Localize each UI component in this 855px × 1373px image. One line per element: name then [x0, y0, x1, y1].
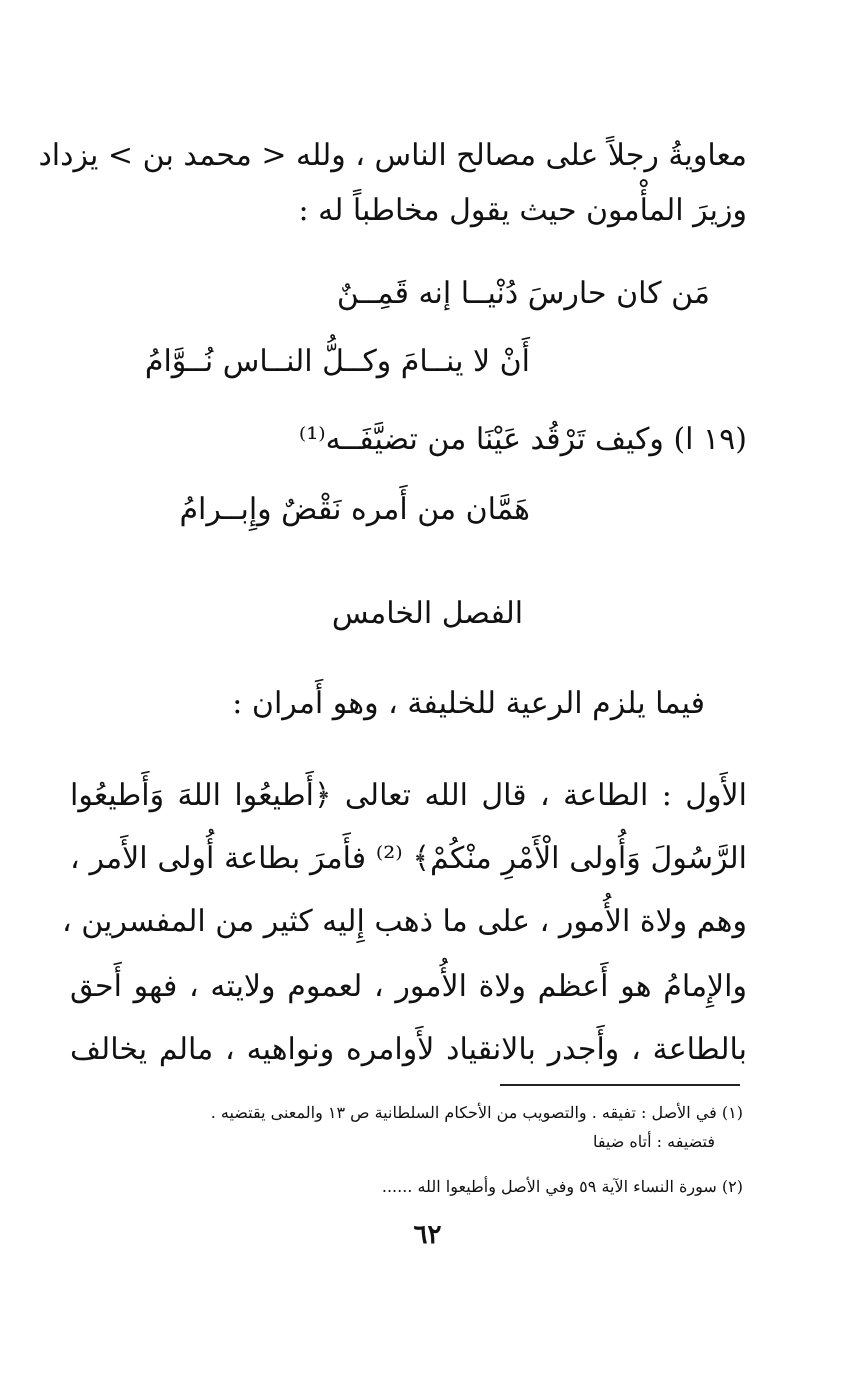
footnote-separator [500, 1084, 740, 1086]
poem-verse-2: أَنْ لا ينــامَ وكــلُّ النــاس نُــوَّامُ [144, 344, 530, 379]
poem-verse-4: هَمَّان من أَمره نَقْضٌ وإِبــرامُ [179, 492, 530, 527]
body-line-5: بالطاعة ، وأَجدر بالانقياد لأَوامره ونواهيه ، مالم يخالف [70, 1032, 747, 1067]
intro-line-1: معاويةُ رجلاً على مصالح الناس ، ولله < محمد بن > يزداد [38, 138, 747, 173]
poem-verse-1: مَن كان حارسَ دُنْيــا إنه قَمِــنٌ [336, 276, 710, 311]
footnote-1-line-1: (١) في الأصل : تفيقه . والتصويب من الأحكام السلطانية ص ١٣ والمعنى يقتضيه . [210, 1103, 743, 1122]
chapter-subtitle: فيما يلزم الرعية للخليفة ، وهو أَمران : [232, 686, 705, 721]
footnote-1-line-2: فتضيفه : أتاه ضيفا [592, 1132, 715, 1151]
intro-line-2: وزيرَ المأْمون حيث يقول مخاطباً له : [298, 193, 747, 228]
chapter-title: الفصل الخامس [331, 596, 524, 631]
footnote-2: (٢) سورة النساء الآية ٥٩ وفي الأصل وأطيعوا الله ...... [381, 1177, 743, 1196]
body-line-3: وهم ولاة الأُمور ، على ما ذهب إِليه كثير من المفسرين ، [62, 904, 747, 939]
body-line-2: الرَّسُولَ وَأُولى الْأَمْرِ منْكُمْ﴾ ⁽²⁾ فأَمرَ بطاعة أُولى الأَمر ، [70, 841, 748, 876]
poem-verse-3: (١٩ ا) وكيف تَرْقُد عَيْنَا من تضيَّفَــه⁽¹⁾ [298, 422, 747, 457]
body-line-1: الأَول : الطاعة ، قال الله تعالى ﴿أَطيعُوا اللهَ وَأَطيعُوا [70, 778, 747, 813]
page-number: ٦٢ [413, 1220, 442, 1250]
body-line-4: والإِمامُ هو أَعظم ولاة الأُمور ، لعموم ولايته ، فهو أَحق [70, 969, 747, 1004]
